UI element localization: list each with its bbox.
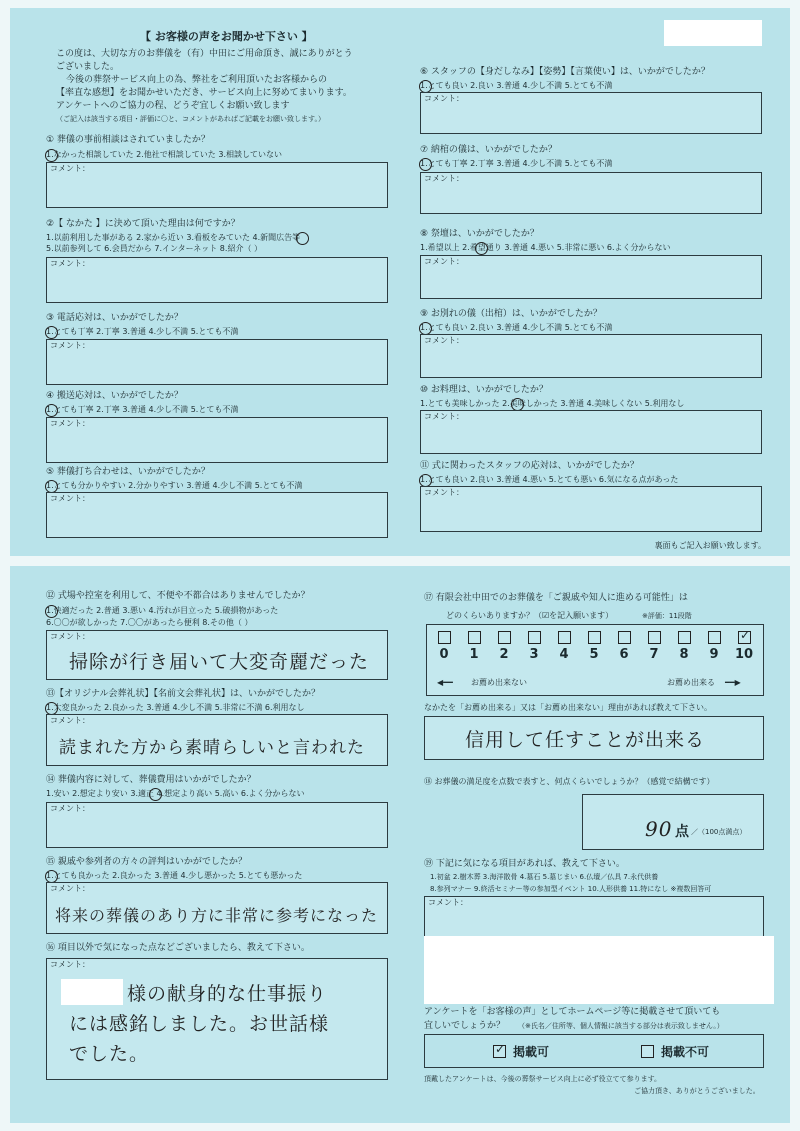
answer-circle <box>45 326 58 339</box>
answer-options-14: 1.安い 2.想定より安い 3.適正 4.想定より高い 5.高い 6.よく分からない <box>46 789 305 798</box>
scale-checkbox-1[interactable] <box>468 631 481 644</box>
scale-checkbox-3[interactable] <box>528 631 541 644</box>
comment-box[interactable] <box>46 257 388 303</box>
score-box[interactable] <box>582 794 764 850</box>
question-18: ⑱ お葬儀の満足度を点数で表すと、何点くらいでしょうか？（感覚で結構です） <box>424 777 715 786</box>
scale-checkbox-10[interactable] <box>738 628 751 644</box>
answer-circle <box>296 232 309 245</box>
question-3: ③ 電話応対は、いかがでしたか？ <box>46 313 183 323</box>
comment-box[interactable] <box>420 334 762 378</box>
scale-checkbox-0[interactable] <box>438 631 451 644</box>
scale-checkbox-5[interactable] <box>588 631 601 644</box>
comment-label: コメント： <box>50 341 90 350</box>
scale-number: 9 <box>709 647 719 662</box>
recommend-reason-question: なかたを「お薦め出来る」又は「お薦め出来ない」理由があれば教えて下さい。 <box>424 703 712 712</box>
handwritten-answer: には感銘しました。お世話様 <box>69 1013 330 1035</box>
answer-circle <box>45 605 58 618</box>
intro-note: （ご記入は該当する項目・評価に〇と、コメントがあればご記載をお願い致します。） <box>56 115 325 123</box>
comment-box[interactable] <box>46 882 388 934</box>
question-19: ⑲ 下記に気になる項目があれば、教えて下さい。 <box>424 859 625 869</box>
handwritten-score: 90 <box>645 817 673 841</box>
comment-label: コメント： <box>424 488 464 497</box>
question-11: ⑪ 式に関わったスタッフの応対は、いかがでしたか？ <box>420 461 639 471</box>
question-10: ⑩ お料理は、いかがでしたか？ <box>420 385 548 395</box>
comment-box[interactable] <box>46 492 388 538</box>
score-max: ／（100点満点） <box>691 828 747 836</box>
question-13: ⑬【オリジナル会葬礼状】【名前文会葬礼状】は、いかがでしたか？ <box>46 689 321 699</box>
answer-circle <box>419 158 432 171</box>
handwritten-answer: 掃除が行き届いて大変奇麗だった <box>69 651 370 673</box>
publish-no-label: 掲載不可 <box>661 1045 710 1059</box>
interest-options-a: 1.初盆 2.樹木葬 3.海洋散骨 4.墓石 5.墓じまい 6.仏壇／仏具 7.永代供養 <box>430 873 659 881</box>
scale-number: 6 <box>619 647 629 662</box>
scale-number: 3 <box>529 647 539 662</box>
comment-label: コメント： <box>424 94 464 103</box>
scale-number: 5 <box>589 647 599 662</box>
scale-note: ※評価：11段階 <box>642 612 692 620</box>
answer-circle <box>45 149 58 162</box>
answer-circle <box>149 788 162 801</box>
answer-options-4: 1.とても丁寧 2.丁寧 3.普通 4.少し不満 5.とても不満 <box>46 405 239 414</box>
question-8: ⑧ 祭壇は、いかがでしたか？ <box>420 229 539 239</box>
comment-label: コメント： <box>50 960 90 969</box>
answer-options-12b: 6.〇〇が欲しかった 7.〇〇があったら便利 8.その他（ ） <box>46 618 253 627</box>
question-9: ⑨ お別れの儀（出棺）は、いかがでしたか？ <box>420 309 602 319</box>
answer-circle <box>475 242 488 255</box>
scale-number: 2 <box>499 647 509 662</box>
scale-checkbox-4[interactable] <box>558 631 571 644</box>
redacted-name <box>61 979 123 1005</box>
question-14: ⑭ 葬儀内容に対して、葬儀費用はいかがでしたか？ <box>46 775 256 785</box>
handwritten-answer: 信用して任すことが出来る <box>465 729 706 751</box>
check-mark-icon: ✓ <box>740 628 751 642</box>
publish-yes-label: 掲載可 <box>513 1045 550 1059</box>
question-5: ⑤ 葬儀打ち合わせは、いかがでしたか？ <box>46 467 210 477</box>
publish-note: （※氏名／住所等、個人情報に該当する部分は表示致しません。） <box>518 1022 724 1030</box>
comment-box[interactable] <box>46 417 388 463</box>
scale-checkbox-7[interactable] <box>648 631 661 644</box>
question-4: ④ 搬送応対は、いかがでしたか？ <box>46 391 183 401</box>
left-arrow-icon: ◀━━ <box>437 678 453 687</box>
answer-options-10: 1.とても美味しかった 2.美味しかった 3.普通 4.美味しくない 5.利用なし <box>420 399 685 408</box>
handwritten-answer: 将来の葬儀のあり方に非常に参考になった <box>55 906 379 925</box>
answer-circle <box>45 404 58 417</box>
answer-options-1: 1.なかった相談していた 2.他社で相談していた 3.相談していない <box>46 150 282 159</box>
redacted-area <box>424 936 774 1004</box>
comment-box[interactable] <box>420 92 762 134</box>
answer-options-15: 1.とても良かった 2.良かった 3.普通 4.少し悪かった 5.とても悪かった <box>46 871 303 880</box>
intro-line: ございました。 <box>56 62 120 72</box>
question-16: ⑯ 項目以外で気になった点などございましたら、教えて下さい。 <box>46 943 310 953</box>
survey-page-front <box>10 8 790 556</box>
recommend-scale-box <box>426 624 764 696</box>
handwritten-answer: でした。 <box>69 1043 150 1065</box>
recommend-reason-box[interactable] <box>424 716 764 760</box>
page-footer: 裏面もご記入お願い致します。 <box>654 541 766 550</box>
scale-number: 7 <box>649 647 659 662</box>
answer-options-5: 1.とても分かりやすい 2.分かりやすい 3.普通 4.少し不満 5.とても不満 <box>46 481 303 490</box>
comment-box[interactable] <box>46 714 388 766</box>
comment-box[interactable] <box>46 339 388 385</box>
scale-number: 8 <box>679 647 689 662</box>
right-arrow-icon: ━━▶ <box>725 678 741 687</box>
comment-label: コメント： <box>428 898 468 907</box>
page-footer: 頂戴したアンケートは、今後の葬祭サービス向上に必ず役立てて参ります。 <box>424 1075 662 1083</box>
publish-question-2: 宜しいでしょうか？ <box>424 1021 506 1031</box>
question-12: ⑫ 式場や控室を利用して、不便や不都合はありませんでしたか？ <box>46 591 310 601</box>
comment-label: コメント： <box>424 412 464 421</box>
comment-label: コメント： <box>424 174 464 183</box>
scale-right-label: お薦め出来る <box>667 678 715 687</box>
comment-label: コメント： <box>50 632 90 641</box>
answer-options-7: 1.とても丁寧 2.丁寧 3.普通 4.少し不満 5.とても不満 <box>420 159 613 168</box>
scale-checkbox-2[interactable] <box>498 631 511 644</box>
answer-options-3: 1.とても丁寧 2.丁寧 3.普通 4.少し不満 5.とても不満 <box>46 327 239 336</box>
scale-number: 4 <box>559 647 569 662</box>
answer-options-12a: 1.快適だった 2.普通 3.悪い 4.汚れが目立った 5.破損物があった <box>46 606 279 615</box>
intro-line: 【率直な感想】をお聞かせいただき、サービス向上に努めてまいります。 <box>56 88 352 98</box>
answer-options-2b: 5.以前参列して 6.会員だから 7.インターネット 8.紹介（ ） <box>46 244 262 253</box>
answer-options-11: 1.とても良い 2.良い 3.普通 4.悪い 5.とても悪い 6.気になる点があった <box>420 475 679 484</box>
scale-checkbox-8[interactable] <box>678 631 691 644</box>
comment-label: コメント： <box>50 716 90 725</box>
scale-number: 0 <box>439 647 449 662</box>
scale-left-label: お薦め出来ない <box>471 678 527 687</box>
comment-label: コメント： <box>50 419 90 428</box>
question-17-sub: どのくらいありますか？（☑を記入願います） <box>446 611 614 620</box>
intro-line: この度は、大切な方のお葬儀を（有）中田にご用命頂き、誠にありがとう <box>56 49 353 59</box>
comment-box[interactable] <box>46 802 388 848</box>
comment-label: コメント： <box>50 494 90 503</box>
comment-label: コメント： <box>50 259 90 268</box>
comment-box[interactable] <box>420 486 762 532</box>
comment-box[interactable] <box>420 410 762 454</box>
redacted-area <box>664 20 762 46</box>
page-footer-thanks: ご協力頂き、ありがとうございました。 <box>634 1087 760 1095</box>
intro-line: 今後の葬祭サービス向上の為、弊社をご利用頂いたお客様からの <box>66 75 328 85</box>
publish-options <box>424 1034 764 1068</box>
handwritten-answer: 様の献身的な仕事振り <box>127 983 328 1005</box>
comment-box[interactable] <box>420 255 762 299</box>
question-7: ⑦ 納棺の儀は、いかがでしたか？ <box>420 145 557 155</box>
answer-options-13: 1.大変良かった 2.良かった 3.普通 4.少し不満 5.非常に不満 6.利用なし <box>46 703 305 712</box>
question-15: ⑮ 親戚や参列者の方々の評判はいかがでしたか？ <box>46 857 247 867</box>
handwritten-answer: 読まれた方から素晴らしいと言われた <box>59 738 365 758</box>
comment-label: コメント： <box>50 884 90 893</box>
score-unit: 点 <box>675 824 689 840</box>
question-2: ②【 なかた 】に決めて頂いた理由は何ですか？ <box>46 219 240 229</box>
answer-options-6: 1.とても良い 2.良い 3.普通 4.少し不満 5.とても不満 <box>420 81 613 90</box>
answer-options-2a: 1.以前利用した事がある 2.家から近い 3.看板をみていた 4.新聞広告等 <box>46 233 301 242</box>
comment-box[interactable] <box>46 958 388 1080</box>
publish-no-checkbox[interactable] <box>641 1045 654 1058</box>
answer-options-8: 1.希望以上 2.希望通り 3.普通 4.悪い 5.非常に悪い 6.よく分からない <box>420 243 671 252</box>
page-title: 【 お客様の声をお聞かせ下さい 】 <box>140 30 313 43</box>
publish-yes-checkbox[interactable]: ✓ <box>495 1042 506 1056</box>
comment-box[interactable] <box>420 172 762 214</box>
scale-number: 10 <box>735 647 754 662</box>
survey-page-back <box>10 566 790 1123</box>
scale-checkbox-6[interactable] <box>618 631 631 644</box>
comment-label: コメント： <box>50 804 90 813</box>
scale-checkbox-9[interactable] <box>708 631 721 644</box>
comment-label: コメント： <box>50 164 90 173</box>
interest-options-b: 8.参列マナー 9.終活セミナー等の参加型イベント 10.人形供養 11.特になし ※複数回答可 <box>430 885 712 893</box>
question-6: ⑥ スタッフの【身だしなみ】【姿勢】【言葉使い】は、いかがでしたか？ <box>420 67 710 77</box>
answer-options-9: 1.とても良い 2.良い 3.普通 4.少し不満 5.とても不満 <box>420 323 613 332</box>
comment-box[interactable] <box>46 162 388 208</box>
question-17: ⑰ 有限会社中田でのお葬儀を「ご親戚や知人に進める可能性」は <box>424 593 688 603</box>
question-1: ① 葬儀の事前相談はされていましたか？ <box>46 135 210 145</box>
publish-question: アンケートを「お客様の声」としてホームページ等に掲載させて頂いても <box>424 1007 721 1017</box>
comment-label: コメント： <box>424 336 464 345</box>
comment-box[interactable] <box>46 630 388 680</box>
comment-label: コメント： <box>424 257 464 266</box>
scale-number: 1 <box>469 647 479 662</box>
intro-line: アンケートへのご協力の程、どうぞ宜しくお願い致します <box>56 101 290 111</box>
